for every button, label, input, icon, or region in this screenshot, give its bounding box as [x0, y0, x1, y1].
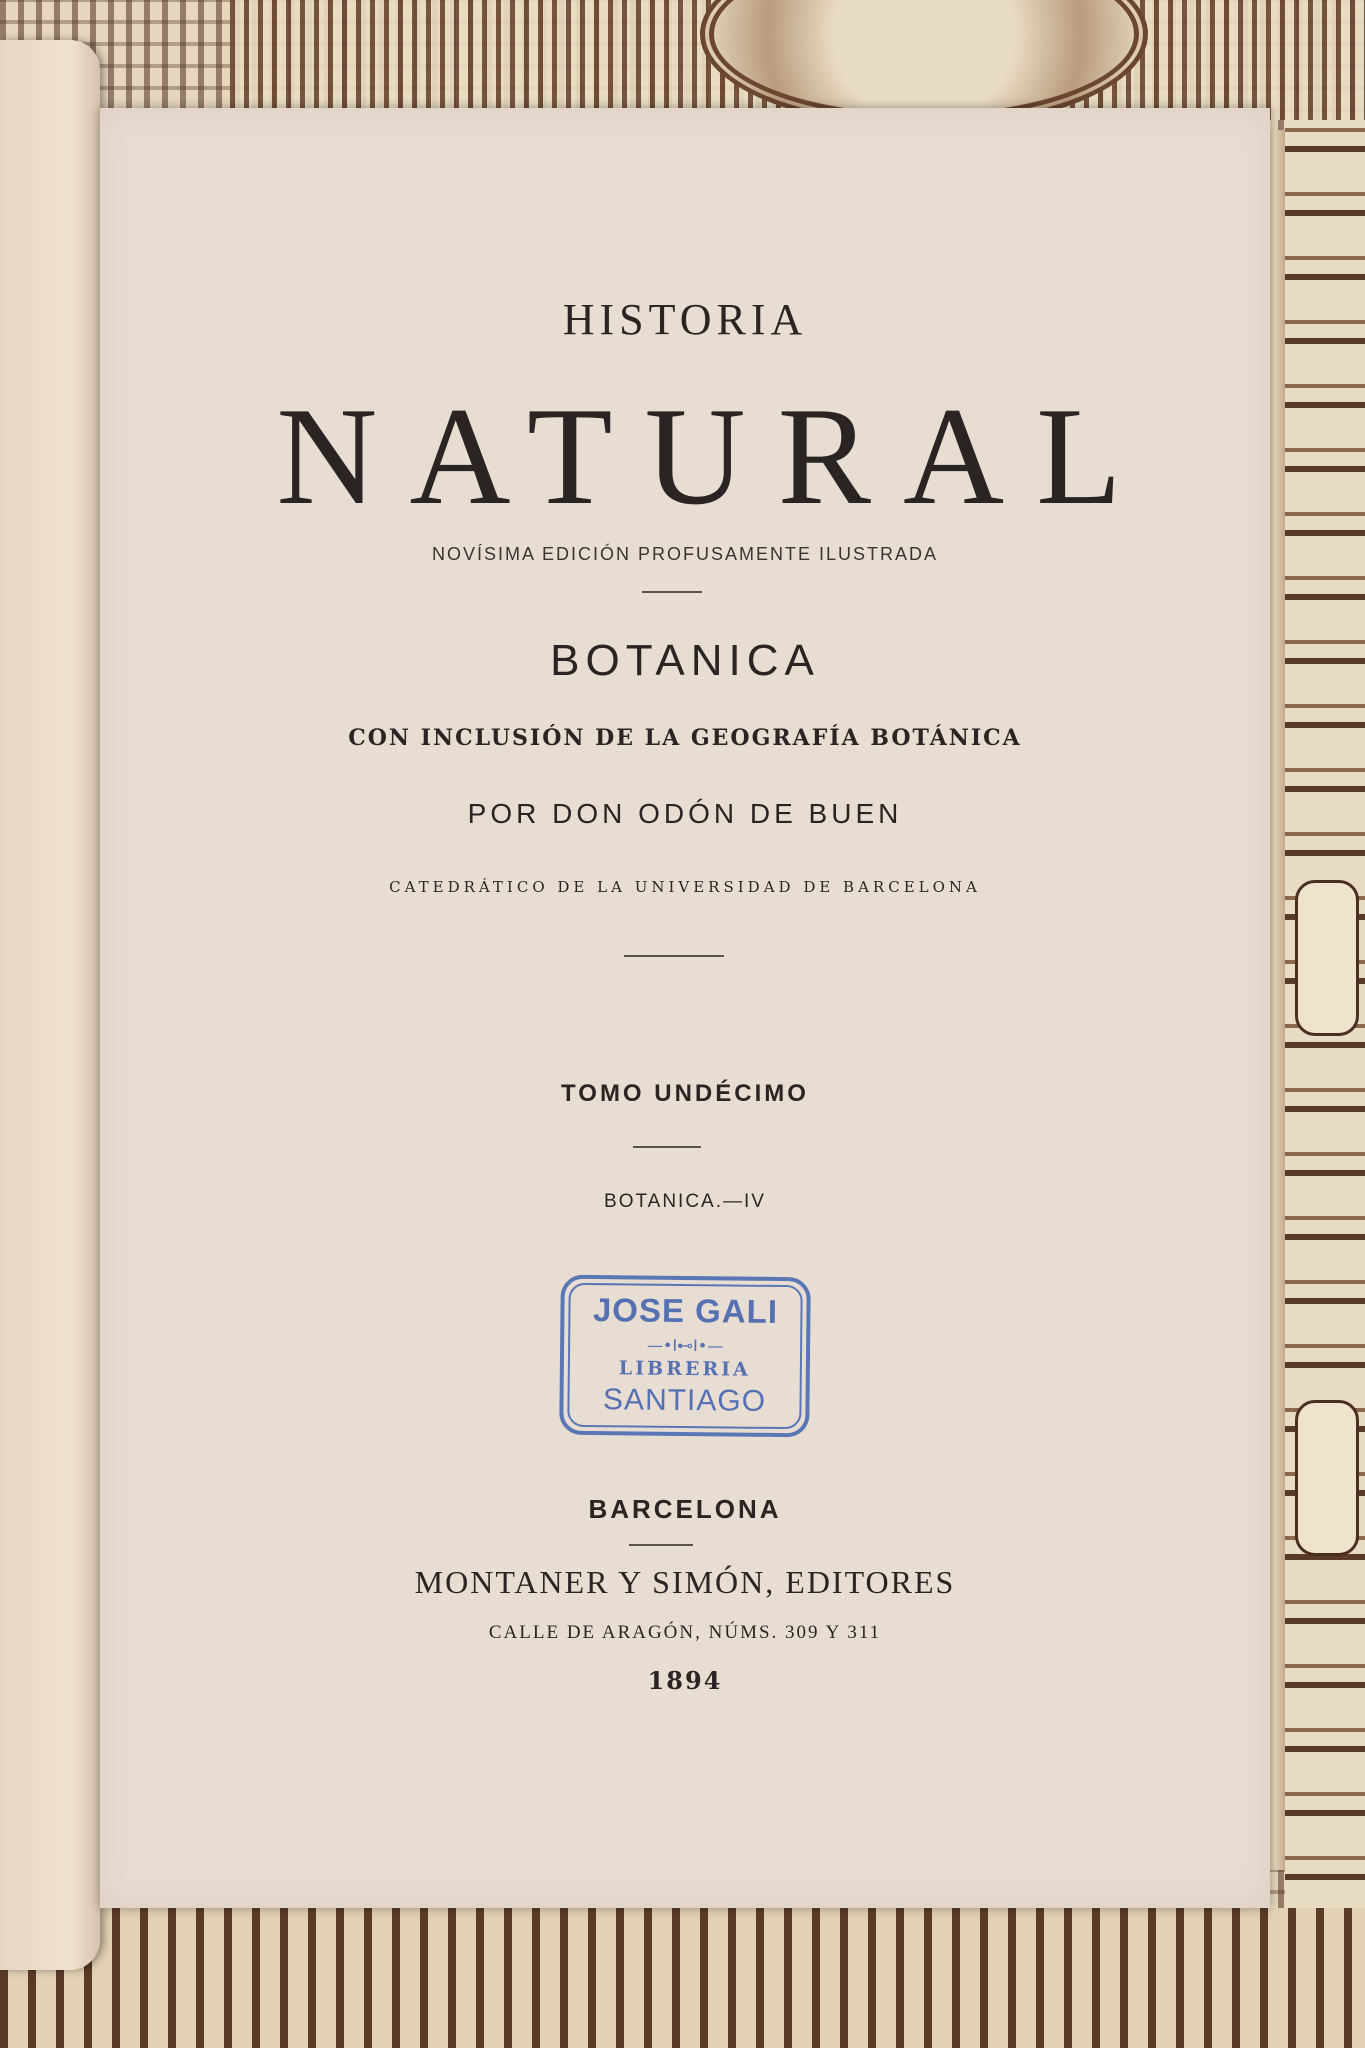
bookseller-stamp — [559, 1275, 811, 1438]
address-line: CALLE DE ARAGÓN, NÚMS. 309 Y 311 — [488, 1622, 882, 1643]
volume-line: TOMO UNDÉCIMO — [561, 1080, 809, 1107]
stamp-name: JOSE GALI — [592, 1291, 779, 1330]
year-line: 1894 — [647, 1666, 723, 1695]
city-line: BARCELONA — [588, 1494, 782, 1524]
subtitle-line: CON INCLUSIÓN DE LA GEOGRAFÍA BOTÁNICA — [348, 725, 1022, 751]
title-page — [100, 108, 1270, 1908]
spine-label — [1295, 880, 1359, 1036]
stamp-business: LIBRERIA — [618, 1357, 751, 1381]
publisher-line: MONTANER Y SIMÓN, EDITORES — [414, 1564, 956, 1600]
book-cover-bottom — [0, 1908, 1365, 2048]
divider-rule — [633, 1146, 701, 1148]
stamp-street: SANTIAGO — [602, 1383, 767, 1418]
author-role-line: CATEDRÁTICO DE LA UNIVERSIDAD DE BARCELONA — [389, 878, 981, 896]
divider-rule — [624, 955, 724, 957]
stamp-ornament: —•I⊷I•— — [646, 1335, 724, 1356]
divider-rule — [642, 591, 702, 593]
spine-label — [1295, 1400, 1359, 1556]
left-page-edge — [0, 40, 100, 1970]
subject-title: BOTANICA — [550, 636, 820, 685]
series-title: HISTORIA — [562, 295, 808, 344]
main-title: NATURAL — [276, 379, 1154, 534]
volume-subject-line: BOTANICA.—IV — [604, 1191, 766, 1212]
author-line: POR DON ODÓN DE BUEN — [467, 798, 903, 829]
edition-line: NOVÍSIMA EDICIÓN PROFUSAMENTE ILUSTRADA — [431, 544, 939, 564]
divider-rule — [629, 1544, 693, 1546]
